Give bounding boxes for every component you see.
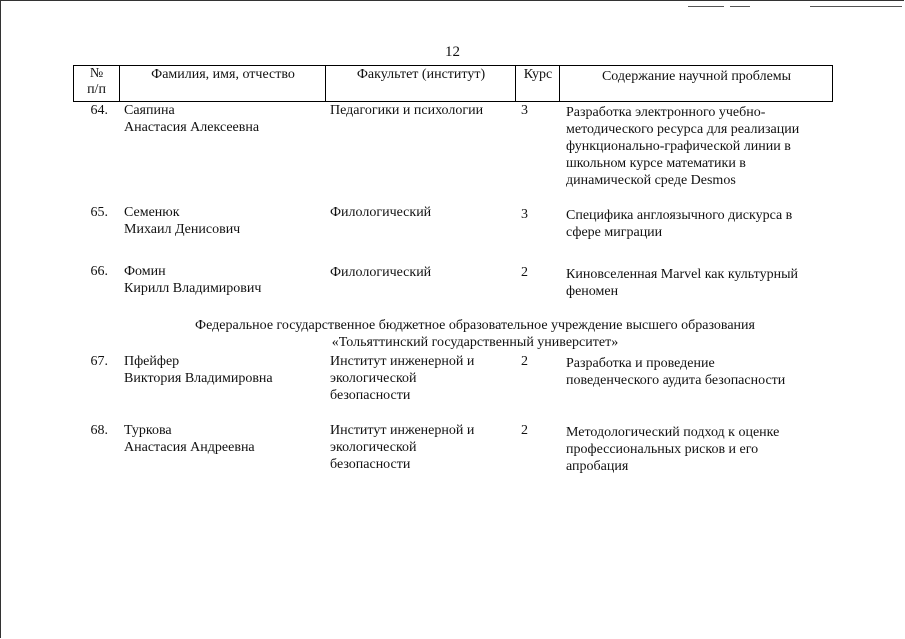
header-num — [73, 66, 120, 98]
faculty-line: Институт инженерной и — [330, 354, 475, 369]
topic-line: Специфика англоязычного дискурса в — [566, 208, 793, 223]
topic-line: школьном курсе математики в — [566, 156, 746, 171]
research-topic — [566, 266, 798, 300]
faculty — [330, 204, 431, 221]
scan-mark — [730, 6, 750, 7]
topic-line: Киновселенная Marvel как культурный — [566, 267, 798, 282]
course: 3 — [521, 103, 528, 118]
course: 2 — [521, 265, 528, 280]
header-name: Фамилия, имя, отчество — [151, 67, 295, 82]
faculty-line: Филологический — [330, 205, 432, 220]
topic-line: функционально-графической линии в — [566, 139, 791, 154]
faculty-line: безопасности — [330, 388, 411, 403]
header-faculty: Факультет (институт) — [356, 67, 486, 82]
student-name — [124, 102, 259, 136]
faculty — [330, 102, 483, 119]
faculty-line: Институт инженерной и — [330, 423, 475, 438]
faculty-line: Филологический — [330, 265, 432, 280]
given-names: Михаил Денисович — [124, 222, 241, 237]
surname: Семенюк — [124, 205, 180, 220]
faculty-line: Педагогики и психологии — [330, 103, 484, 118]
surname: Фомин — [124, 264, 166, 279]
faculty-line: безопасности — [330, 457, 411, 472]
header-course: Курс — [523, 67, 553, 82]
institution-heading-line2: «Тольяттинский государственный университет» — [331, 335, 619, 350]
topic-line: методического ресурса для реализации — [566, 122, 800, 137]
topic-line: динамической среде Desmos — [566, 173, 736, 188]
header-topic: Содержание научной проблемы — [601, 69, 792, 84]
student-name — [124, 353, 273, 387]
institution-heading — [60, 317, 890, 351]
course: 2 — [521, 354, 528, 369]
research-topic — [566, 355, 785, 389]
faculty — [330, 422, 474, 473]
topic-line: сфере миграции — [566, 225, 663, 240]
header-num-line1: № — [89, 66, 104, 81]
institution-heading-line1: Федеральное государственное бюджетное образовательное учреждение высшего образования — [195, 318, 755, 333]
student-name — [124, 263, 261, 297]
given-names: Анастасия Алексеевна — [124, 120, 260, 135]
header-num-line2: п/п — [87, 82, 106, 97]
given-names: Кирилл Владимирович — [124, 281, 262, 296]
surname: Саяпина — [124, 103, 175, 118]
research-topic — [566, 104, 799, 189]
page-number: 12 — [445, 44, 460, 60]
surname: Туркова — [124, 423, 172, 438]
row-number: 66. — [90, 264, 108, 279]
topic-line: Методологический подход к оценке — [566, 425, 780, 440]
faculty-line: экологической — [330, 440, 417, 455]
faculty-line: экологической — [330, 371, 417, 386]
research-topic — [566, 424, 779, 475]
scan-mark — [688, 6, 724, 7]
row-number: 67. — [90, 354, 108, 369]
topic-line: профессиональных рисков и его — [566, 442, 759, 457]
student-name — [124, 204, 240, 238]
faculty — [330, 353, 474, 404]
row-number: 65. — [90, 205, 108, 220]
course: 3 — [521, 207, 528, 222]
faculty — [330, 264, 431, 281]
given-names: Анастасия Андреевна — [124, 440, 255, 455]
topic-line: апробация — [566, 459, 629, 474]
student-name — [124, 422, 255, 456]
research-topic — [566, 207, 792, 241]
scan-mark — [810, 6, 902, 7]
topic-line: поведенческого аудита безопасности — [566, 373, 786, 388]
row-number: 68. — [90, 423, 108, 438]
topic-line: феномен — [566, 284, 619, 299]
given-names: Виктория Владимировна — [124, 371, 273, 386]
topic-line: Разработка и проведение — [566, 356, 715, 371]
surname: Пфейфер — [124, 354, 180, 369]
topic-line: Разработка электронного учебно- — [566, 105, 766, 120]
row-number: 64. — [90, 103, 108, 118]
course: 2 — [521, 423, 528, 438]
